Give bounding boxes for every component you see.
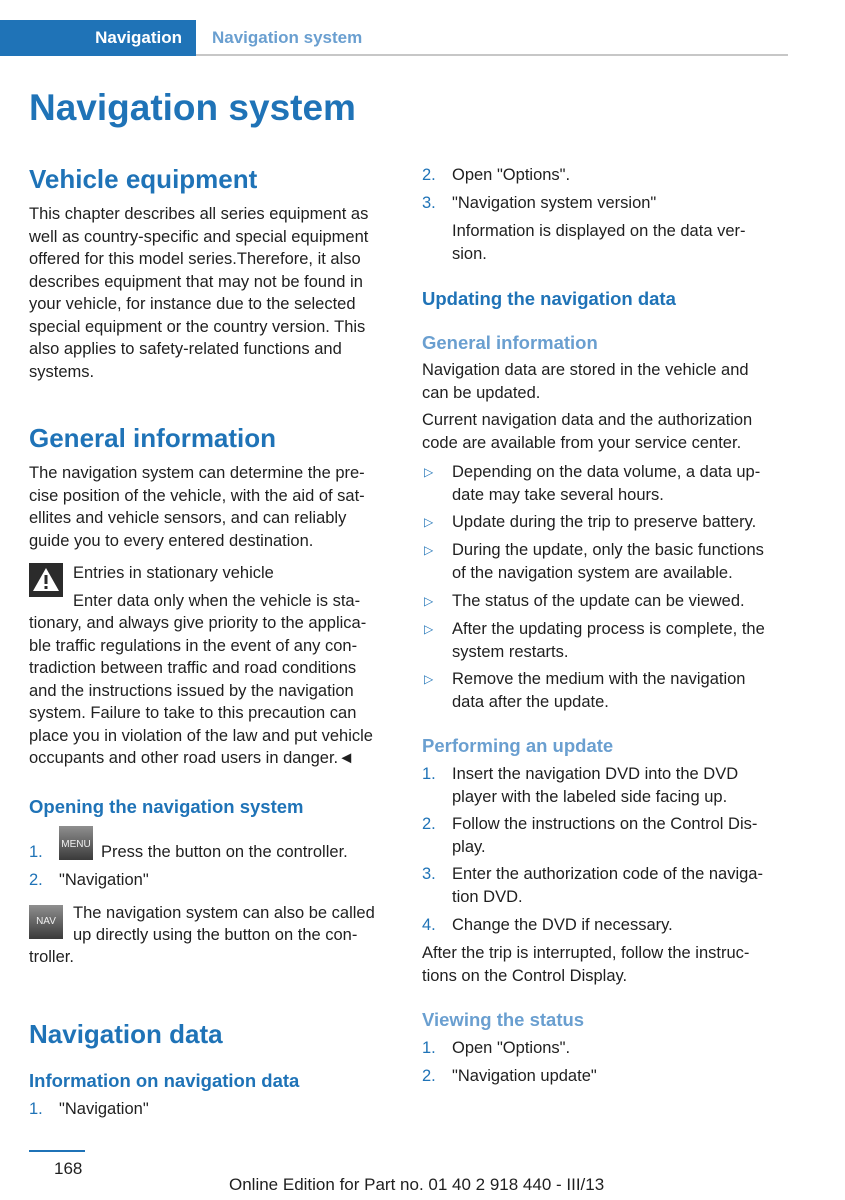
- nav-note-line: troller.: [29, 948, 74, 966]
- text-line: ellites and vehicle sensors, and can reliably: [29, 509, 347, 527]
- step-number: 1.: [422, 1039, 436, 1057]
- menu-key-label: MENU: [61, 839, 91, 850]
- bullet-icon: ▷: [424, 543, 434, 557]
- footer-rule: [29, 1150, 85, 1152]
- step-text: [452, 914, 673, 937]
- warning-first-line: Enter data only when the vehicle is sta-: [73, 592, 361, 610]
- bullet-icon: ▷: [424, 622, 434, 636]
- header-subsection-label: Navigation system: [212, 28, 363, 47]
- step-number: 3.: [422, 865, 436, 883]
- text-line: system restarts.: [452, 642, 569, 661]
- text-line: well as country-specific and special equipment: [29, 227, 369, 246]
- text-line: Follow the instructions on the Control Dis-: [452, 815, 758, 833]
- general-information-text: [29, 462, 394, 552]
- text-line: Change the DVD if necessary.: [452, 916, 673, 934]
- step-number: 2.: [29, 871, 43, 889]
- text-line: Navigation data are stored in the vehicle and: [422, 361, 749, 379]
- text-line: Insert the navigation DVD into the DVD: [452, 765, 739, 783]
- text-line: place you in violation of the law and put vehicle: [29, 726, 373, 745]
- step-text: "Navigation system version": [452, 194, 657, 212]
- list-item: [452, 511, 756, 534]
- step-number: 1.: [29, 843, 43, 861]
- heading-navigation-data: Navigation data: [29, 1019, 223, 1049]
- step-number: 2.: [422, 166, 436, 184]
- text-line: The navigation system can determine the pre-: [29, 464, 365, 482]
- text-line: systems.: [29, 362, 95, 381]
- warning-icon: [29, 563, 63, 597]
- text-line: sion.: [452, 244, 487, 263]
- text-line: describes equipment that may not be found in: [29, 272, 363, 291]
- text-line: offered for this model series.Therefore, it also: [29, 250, 361, 268]
- text-line: ble traffic regulations in the event of any con-: [29, 636, 358, 655]
- nav-key-label: NAV: [36, 916, 56, 927]
- text-line: Enter the authorization code of the naviga-: [452, 865, 763, 883]
- text-line: play.: [452, 837, 486, 856]
- text-line: special equipment or the country version. This: [29, 317, 366, 336]
- menu-button-icon: [59, 826, 93, 860]
- page-title: Navigation system: [29, 87, 356, 128]
- nav-note-line: up directly using the button on the con-: [73, 926, 358, 944]
- bullet-icon: ▷: [424, 594, 434, 608]
- step-text: Open "Options".: [452, 1039, 571, 1057]
- text-line: player with the labeled side facing up.: [452, 787, 728, 806]
- step-text: Press the button on the controller.: [101, 843, 348, 861]
- footer-edition: Online Edition for Part no. 01 40 2 918 440 - III/13: [229, 1175, 605, 1194]
- step-number: 4.: [422, 916, 436, 934]
- step-number: 1.: [29, 1100, 43, 1118]
- step-text: [452, 863, 763, 908]
- text-line: The status of the update can be viewed.: [452, 592, 745, 610]
- bullet-icon: ▷: [424, 515, 434, 529]
- text-line: Information is displayed on the data ver-: [452, 222, 746, 240]
- heading-information-navigation-data: Information on navigation data: [29, 1070, 300, 1091]
- warning-text: [29, 612, 394, 770]
- text-line: Remove the medium with the navigation: [452, 670, 746, 688]
- header-section-tab: [0, 20, 196, 56]
- vehicle-equipment-text: [29, 203, 394, 383]
- updating-general-text: [422, 359, 752, 454]
- text-line: After the updating process is complete, the: [452, 620, 765, 638]
- step-number: 2.: [422, 815, 436, 833]
- text-line: occupants and other road users in danger.◄: [29, 749, 355, 767]
- list-item: [452, 618, 765, 663]
- step-number: 1.: [422, 765, 436, 783]
- heading-general-information-right: General information: [422, 332, 598, 353]
- text-line: This chapter describes all series equipment as: [29, 205, 369, 223]
- after-interrupt-text: [422, 942, 749, 987]
- text-line: can be updated.: [422, 383, 541, 402]
- text-line: system. Failure to take to this precaution can: [29, 704, 357, 722]
- step-number: 3.: [422, 194, 436, 212]
- text-line: Depending on the data volume, a data up-: [452, 463, 761, 481]
- text-line: Current navigation data and the authorization: [422, 411, 753, 429]
- text-line: also applies to safety-related functions and: [29, 340, 342, 358]
- heading-updating-navigation-data: Updating the navigation data: [422, 288, 676, 309]
- text-line: cise position of the vehicle, with the aid of sat-: [29, 486, 365, 505]
- text-line: tion DVD.: [452, 887, 523, 906]
- heading-vehicle-equipment: Vehicle equipment: [29, 164, 258, 194]
- text-line: tionary, and always give priority to the applica-: [29, 614, 367, 632]
- step-number: 2.: [422, 1067, 436, 1085]
- step-text: "Navigation update": [452, 1067, 597, 1085]
- heading-opening-navigation: Opening the navigation system: [29, 796, 304, 817]
- bullet-icon: ▷: [424, 465, 434, 479]
- list-item: [452, 590, 745, 613]
- nav-note-line: The navigation system can also be called: [73, 904, 375, 922]
- header-section-label: Navigation: [95, 28, 182, 47]
- heading-viewing-status: Viewing the status: [422, 1009, 585, 1030]
- text-line: tions on the Control Display.: [422, 966, 628, 985]
- step-result: [452, 220, 746, 265]
- nav-button-icon: [29, 905, 63, 939]
- list-item: [452, 668, 746, 713]
- text-line: tradiction between traffic and road conditions: [29, 659, 357, 677]
- text-line: During the update, only the basic functions: [452, 541, 764, 559]
- text-line: Update during the trip to preserve battery.: [452, 513, 757, 531]
- step-text: [452, 813, 757, 858]
- bullet-icon: ▷: [424, 672, 434, 686]
- heading-performing-update: Performing an update: [422, 735, 614, 756]
- page-number: 168: [54, 1159, 83, 1178]
- text-line: data after the update.: [452, 692, 609, 711]
- step-text: Open "Options".: [452, 166, 571, 184]
- text-line: and the instructions issued by the navigation: [29, 681, 354, 700]
- list-item: [452, 461, 760, 506]
- warning-title: Entries in stationary vehicle: [73, 564, 274, 582]
- text-line: date may take several hours.: [452, 485, 664, 504]
- text-line: your vehicle, for instance due to the selected: [29, 295, 356, 313]
- step-text: [452, 763, 738, 808]
- text-line: After the trip is interrupted, follow the instruc-: [422, 944, 750, 962]
- list-item: [452, 539, 764, 584]
- step-text: "Navigation": [59, 871, 149, 889]
- heading-general-information: General information: [29, 423, 277, 453]
- text-line: of the navigation system are available.: [452, 563, 733, 582]
- text-line: guide you to every entered destination.: [29, 531, 314, 550]
- text-line: code are available from your service center.: [422, 433, 742, 452]
- step-text: "Navigation": [59, 1100, 149, 1118]
- header-rule: [196, 54, 788, 56]
